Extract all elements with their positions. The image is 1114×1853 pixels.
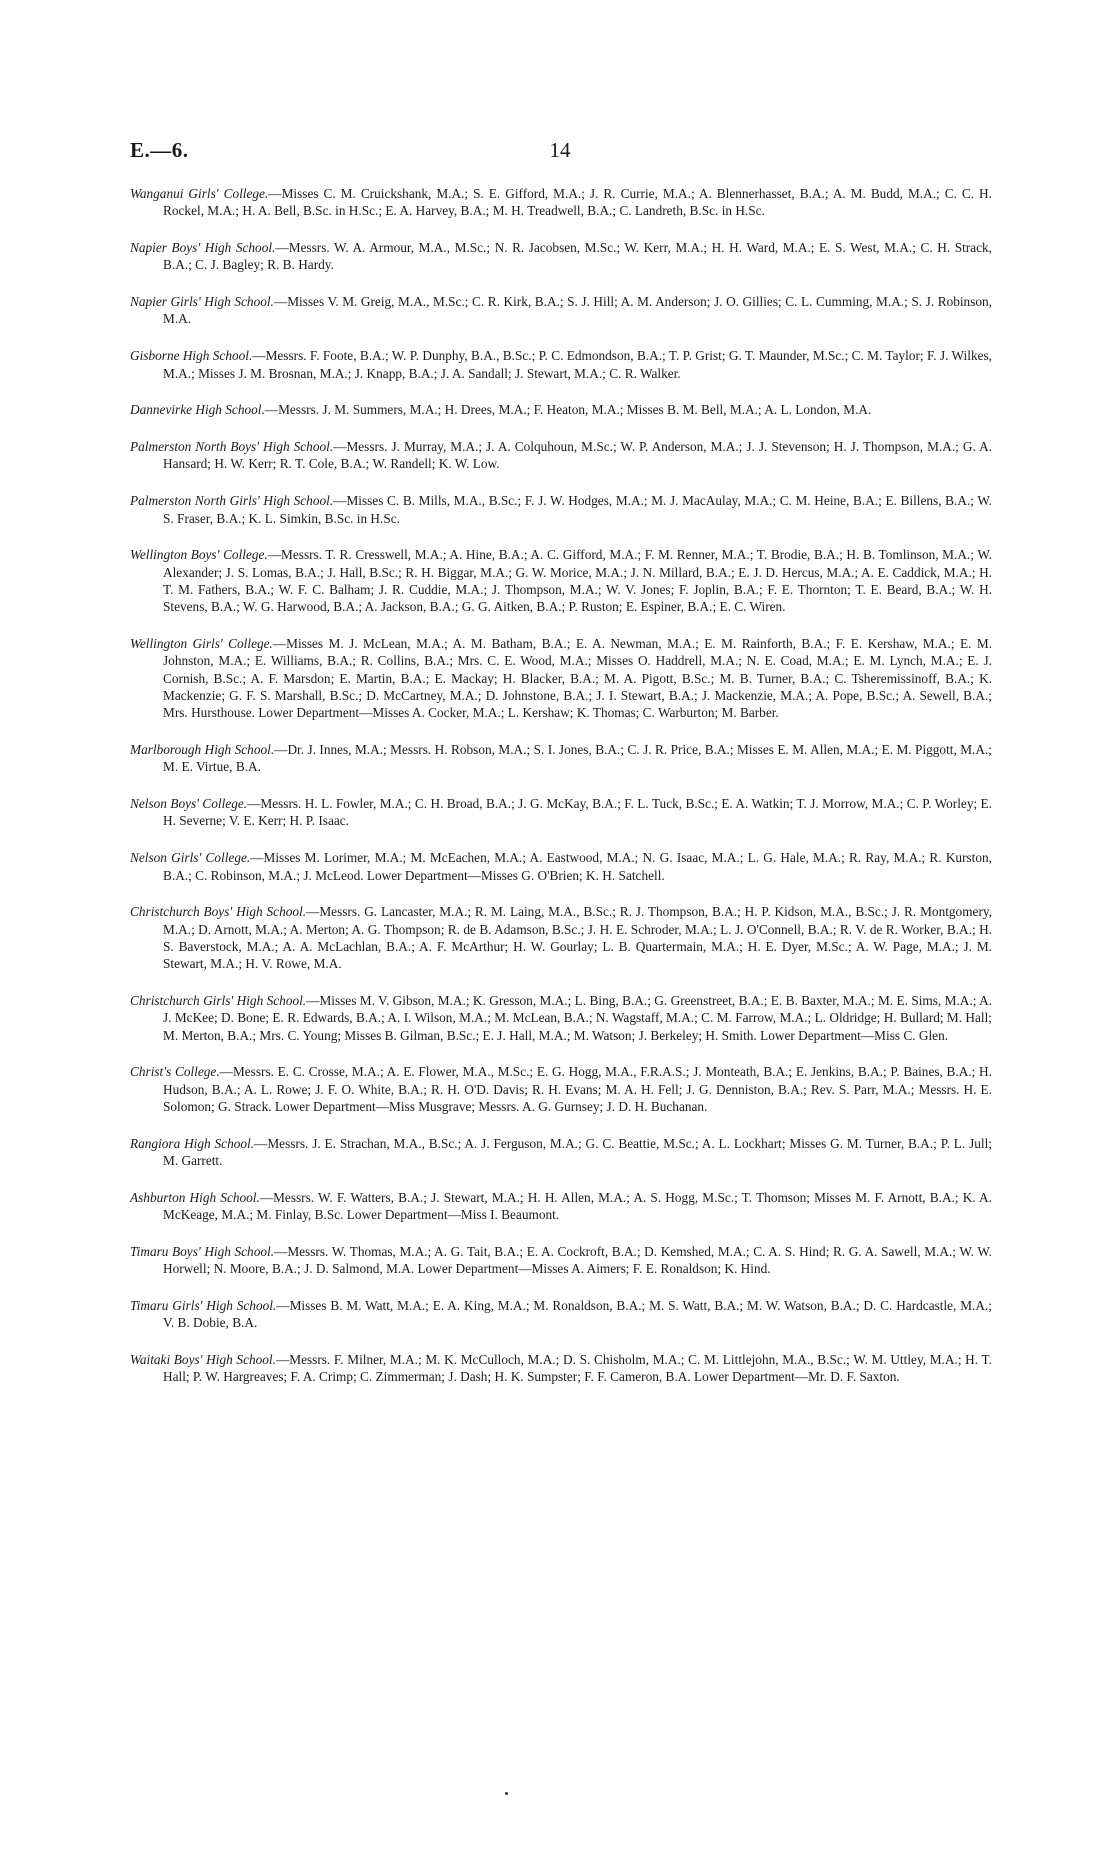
staff-list: —Dr. J. Innes, M.A.; Messrs. H. Robson, M.A.; S. I. Jones, B.A.; C. J. R. Price, B.A.; Misses E. M. Allen, M.A.; E. M. Piggott, M.A.; M. E. Virtue, B.A. xyxy=(163,742,992,775)
staff-list: —Messrs. J. M. Summers, M.A.; H. Drees, M.A.; F. Heaton, M.A.; Misses B. M. Bell, M.A.; A. L. London, M.A. xyxy=(264,402,872,418)
school-name: Napier Girls' High School. xyxy=(130,294,274,310)
staff-list: —Messrs. E. C. Crosse, M.A.; A. E. Flower, M.A., M.Sc.; E. G. Hogg, M.A., F.R.A.S.; J. Monteath, B.A.; E. Jenkins, B.A.; P. Baines, B.A.; H. Hudson, B.A.; A. L. Rowe; J. F. O. White, B.A.; R. H. O'D. Davis; R. H. Evans; M. A. H. Fell; J. G. Denniston, B.A.; Rev. S. Parr, M.A.; Messrs. H. E. Solomon; G. Strack. Lower Department—Miss Musgrave; Messrs. A. G. Gurnsey; J. D. H. Buchanan. xyxy=(163,1064,992,1114)
school-name: Wellington Boys' College. xyxy=(130,547,268,563)
staff-list: —Misses M. Lorimer, M.A.; M. McEachen, M.A.; A. Eastwood, M.A.; N. G. Isaac, M.A.; L. G. Hale, M.A.; R. Ray, M.A.; R. Kurston, B.A.; C. Robinson, M.A.; J. McLeod. Lower Department—Misses G. O'Brien; K. H. Satchell. xyxy=(163,850,992,883)
school-entry xyxy=(130,1351,992,1386)
school-name: Marlborough High School. xyxy=(130,742,275,758)
staff-list: —Misses M. J. McLean, M.A.; A. M. Batham, B.A.; E. A. Newman, M.A.; E. M. Rainforth, B.A.; F. E. Kershaw, M.A.; E. M. Johnston, M.A.; E. Williams, B.A.; R. Collins, B.A.; Mrs. C. E. Wood, M.A.; Misses O. Haddrell, M.A.; N. E. Coad, M.A.; E. M. Lynch, M.A.; E. J. Cornish, B.Sc.; A. F. Marsdon; E. Martin, B.A.; E. Mackay; H. Blacker, B.A.; M. A. Pigott, B.Sc.; M. B. Turner, B.A.; C. Tsheremissinoff, B.A.; K. Mackenzie; G. F. S. Marshall, B.Sc.; D. McCartney, M.A.; D. Johnstone, B.A.; J. I. Stewart, B.A.; J. Mackenzie, M.A.; A. Pope, B.Sc.; A. Sewell, B.A.; Mrs. Hursthouse. Lower Department—Misses A. Cocker, M.A.; L. Kershaw; K. Thomas; C. Warburton; M. Barber. xyxy=(163,636,992,721)
school-entry xyxy=(130,401,992,418)
staff-list: —Misses B. M. Watt, M.A.; E. A. King, M.A.; M. Ronaldson, B.A.; M. S. Watt, B.A.; M. W. Watson, B.A.; D. C. Hardcastle, M.A.; V. B. Dobie, B.A. xyxy=(163,1298,992,1331)
school-entry xyxy=(130,741,992,776)
staff-list: —Misses M. V. Gibson, M.A.; K. Gresson, M.A.; L. Bing, B.A.; G. Greenstreet, B.A.; E. B. Baxter, M.A.; M. E. Sims, M.A.; A. J. McKee; D. Bone; E. R. Edwards, B.A.; A. I. Wilson, M.A.; M. McLean, B.A.; N. Wagstaff, M.A.; C. M. Farrow, M.A.; L. Oldridge; H. Bullard; M. Hall; M. Merton, B.A.; Mrs. C. Young; Misses B. Gilman, B.Sc.; E. J. Hall, M.A.; M. Watson; J. Berkeley; H. Smith. Lower Department—Miss C. Glen. xyxy=(163,993,992,1043)
school-name: Christchurch Boys' High School. xyxy=(130,904,307,920)
school-staff-list xyxy=(130,185,992,1405)
school-name: Timaru Boys' High School. xyxy=(130,1243,275,1259)
school-entry xyxy=(130,1063,992,1115)
staff-list: —Messrs. T. R. Cresswell, M.A.; A. Hine, B.A.; A. C. Gifford, M.A.; F. M. Renner, M.A.; T. Brodie, B.A.; H. B. Tomlinson, M.A.; W. Alexander; J. S. Lomas, B.A.; J. Hall, B.Sc.; R. H. Biggar, M.A.; G. W. Morice, M.A.; J. N. Millard, B.A.; E. J. D. Hercus, M.A.; A. E. Caddick, M.A.; H. T. M. Fathers, B.A.; W. F. C. Balham; J. R. Cuddie, M.A.; J. Thompson, M.A.; W. V. Jones; F. Joplin, B.A.; F. E. Thornton; T. E. Beard, B.A.; W. H. Stevens, B.A.; W. G. Harwood, B.A.; A. Jackson, B.A.; G. G. Aitken, B.A.; P. Ruston; E. Espiner, B.A.; E. C. Wiren. xyxy=(163,547,992,615)
school-entry xyxy=(130,492,992,527)
school-entry xyxy=(130,1135,992,1170)
school-name: Napier Boys' High School. xyxy=(130,240,276,256)
school-name: Timaru Girls' High School. xyxy=(130,1298,277,1314)
school-name: Wanganui Girls' College. xyxy=(130,186,269,201)
school-entry xyxy=(130,347,992,382)
school-name: Christchurch Girls' High School. xyxy=(130,993,307,1008)
staff-list: —Messrs. W. A. Armour, M.A., M.Sc.; N. R. Jacobsen, M.Sc.; W. Kerr, M.A.; H. H. Ward, M.A.; E. S. West, M.A.; C. H. Strack, B.A.; C. J. Bagley; R. B. Hardy. xyxy=(163,240,992,273)
school-name: Wellington Girls' College. xyxy=(130,636,273,652)
school-entry xyxy=(130,185,992,220)
school-name: Waitaki Boys' High School. xyxy=(130,1352,276,1368)
school-entry xyxy=(130,293,992,328)
staff-list: —Messrs. W. Thomas, M.A.; A. G. Tait, B.A.; E. A. Cockroft, B.A.; D. Kemshed, M.A.; C. A. S. Hind; R. G. A. Sawell, M.A.; W. W. Horwell; N. Moore, B.A.; J. D. Salmond, M.A. Lower Department—Misses A. Aimers; F. E. Ronaldson; K. Hind. xyxy=(163,1243,993,1277)
staff-list: —Misses C. M. Cruickshank, M.A.; S. E. Gifford, M.A.; J. R. Currie, M.A.; A. Blennerhasset, B.A.; A. M. Budd, M.A.; C. C. H. Rockel, M.A.; H. A. Bell, B.Sc. in H.Sc.; E. A. Harvey, B.A.; M. H. Treadwell, B.A.; C. Landreth, B.Sc. in H.Sc. xyxy=(163,186,992,219)
school-name: Palmerston North Boys' High School. xyxy=(130,439,334,455)
school-entry xyxy=(130,1297,992,1332)
staff-list: —Misses V. M. Greig, M.A., M.Sc.; C. R. Kirk, B.A.; S. J. Hill; A. M. Anderson; J. O. Gillies; C. L. Cumming, M.A.; S. J. Robinson, M.A. xyxy=(163,294,993,327)
staff-list: —Messrs. J. Murray, M.A.; J. A. Colquhoun, M.Sc.; W. P. Anderson, M.A.; J. J. Stevenson; H. J. Thompson, M.A.; G. A. Hansard; H. W. Kerr; R. T. Cole, B.A.; W. Randell; K. W. Low. xyxy=(163,439,992,472)
staff-list: —Messrs. H. L. Fowler, M.A.; C. H. Broad, B.A.; J. G. McKay, B.A.; F. L. Tuck, B.Sc.; E. A. Watkin; T. J. Morrow, M.A.; C. P. Worley; E. H. Severne; V. E. Kerr; H. P. Isaac. xyxy=(163,796,992,829)
page-number: 14 xyxy=(549,138,571,162)
school-name: Gisborne High School. xyxy=(130,348,253,364)
staff-list: —Messrs. J. E. Strachan, M.A., B.Sc.; A. J. Ferguson, M.A.; G. C. Beattie, M.Sc.; A. L. Lockhart; Misses G. M. Turner, B.A.; P. L. Jull; M. Garrett. xyxy=(163,1135,992,1169)
school-entry xyxy=(130,1189,992,1224)
school-name: Dannevirke High School. xyxy=(130,402,265,418)
school-entry xyxy=(130,546,992,615)
page-header xyxy=(130,138,990,168)
school-entry xyxy=(130,239,992,274)
school-entry xyxy=(130,1243,992,1278)
staff-list: —Messrs. F. Milner, M.A.; M. K. McCulloch, M.A.; D. S. Chisholm, M.A.; C. M. Littlejohn, M.A., B.Sc.; W. M. Uttley, M.A.; H. T. Hall; P. W. Hargreaves; F. A. Crimp; C. Zimmerman; J. Dash; H. K. Sumpster; F. F. Cameron, B.A. Lower Department—Mr. D. F. Saxton. xyxy=(163,1352,992,1385)
school-entry xyxy=(130,438,992,473)
school-name: Nelson Boys' College. xyxy=(130,796,248,812)
print-dot xyxy=(505,1792,508,1795)
school-name: Palmerston North Girls' High School. xyxy=(130,493,334,509)
school-entry xyxy=(130,903,992,972)
school-name: Christ's College. xyxy=(130,1064,220,1080)
staff-list: —Misses C. B. Mills, M.A., B.Sc.; F. J. W. Hodges, M.A.; M. J. MacAulay, M.A.; C. M. Heine, B.A.; E. Billens, B.A.; W. S. Fraser, B.A.; K. L. Simkin, B.Sc. in H.Sc. xyxy=(163,493,992,526)
school-entry xyxy=(130,635,992,721)
school-entry xyxy=(130,992,992,1044)
school-entry xyxy=(130,795,992,830)
school-name: Rangiora High School. xyxy=(130,1135,255,1151)
document-code: E.—6. xyxy=(130,138,189,162)
staff-list: —Messrs. W. F. Watters, B.A.; J. Stewart, M.A.; H. H. Allen, M.A.; A. S. Hogg, M.Sc.; T. Thomson; Misses M. F. Arnott, B.A.; K. A. McKeage, M.A.; M. Finlay, B.Sc. Lower Department—Miss I. Beaumont. xyxy=(163,1189,992,1223)
school-entry xyxy=(130,849,992,884)
staff-list: —Messrs. G. Lancaster, M.A.; R. M. Laing, M.A., B.Sc.; R. J. Thompson, B.A.; H. P. Kidson, M.A., B.Sc.; J. R. Montgomery, M.A.; D. Arnott, M.A.; A. Merton; A. G. Thompson; R. de B. Adamson, B.Sc.; J. H. E. Schroder, M.A.; L. J. O'Connell, B.A.; R. V. de R. Worker, B.A.; H. S. Baverstock, M.A.; A. A. McLachlan, B.A.; A. F. McArthur; H. W. Gourlay; L. B. Quartermain, M.A.; H. E. Dyer, M.Sc.; A. W. Page, M.A.; J. M. Stewart, M.A.; H. V. Rowe, M.A. xyxy=(163,904,992,972)
school-name: Ashburton High School. xyxy=(130,1189,260,1205)
school-name: Nelson Girls' College. xyxy=(130,850,251,866)
staff-list: —Messrs. F. Foote, B.A.; W. P. Dunphy, B.A., B.Sc.; P. C. Edmondson, B.A.; T. P. Grist; G. T. Maunder, M.Sc.; C. M. Taylor; F. J. Wilkes, M.A.; Misses J. M. Brosnan, M.A.; J. Knapp, B.A.; J. A. Sandall; J. Stewart, M.A.; C. R. Walker. xyxy=(163,348,992,381)
